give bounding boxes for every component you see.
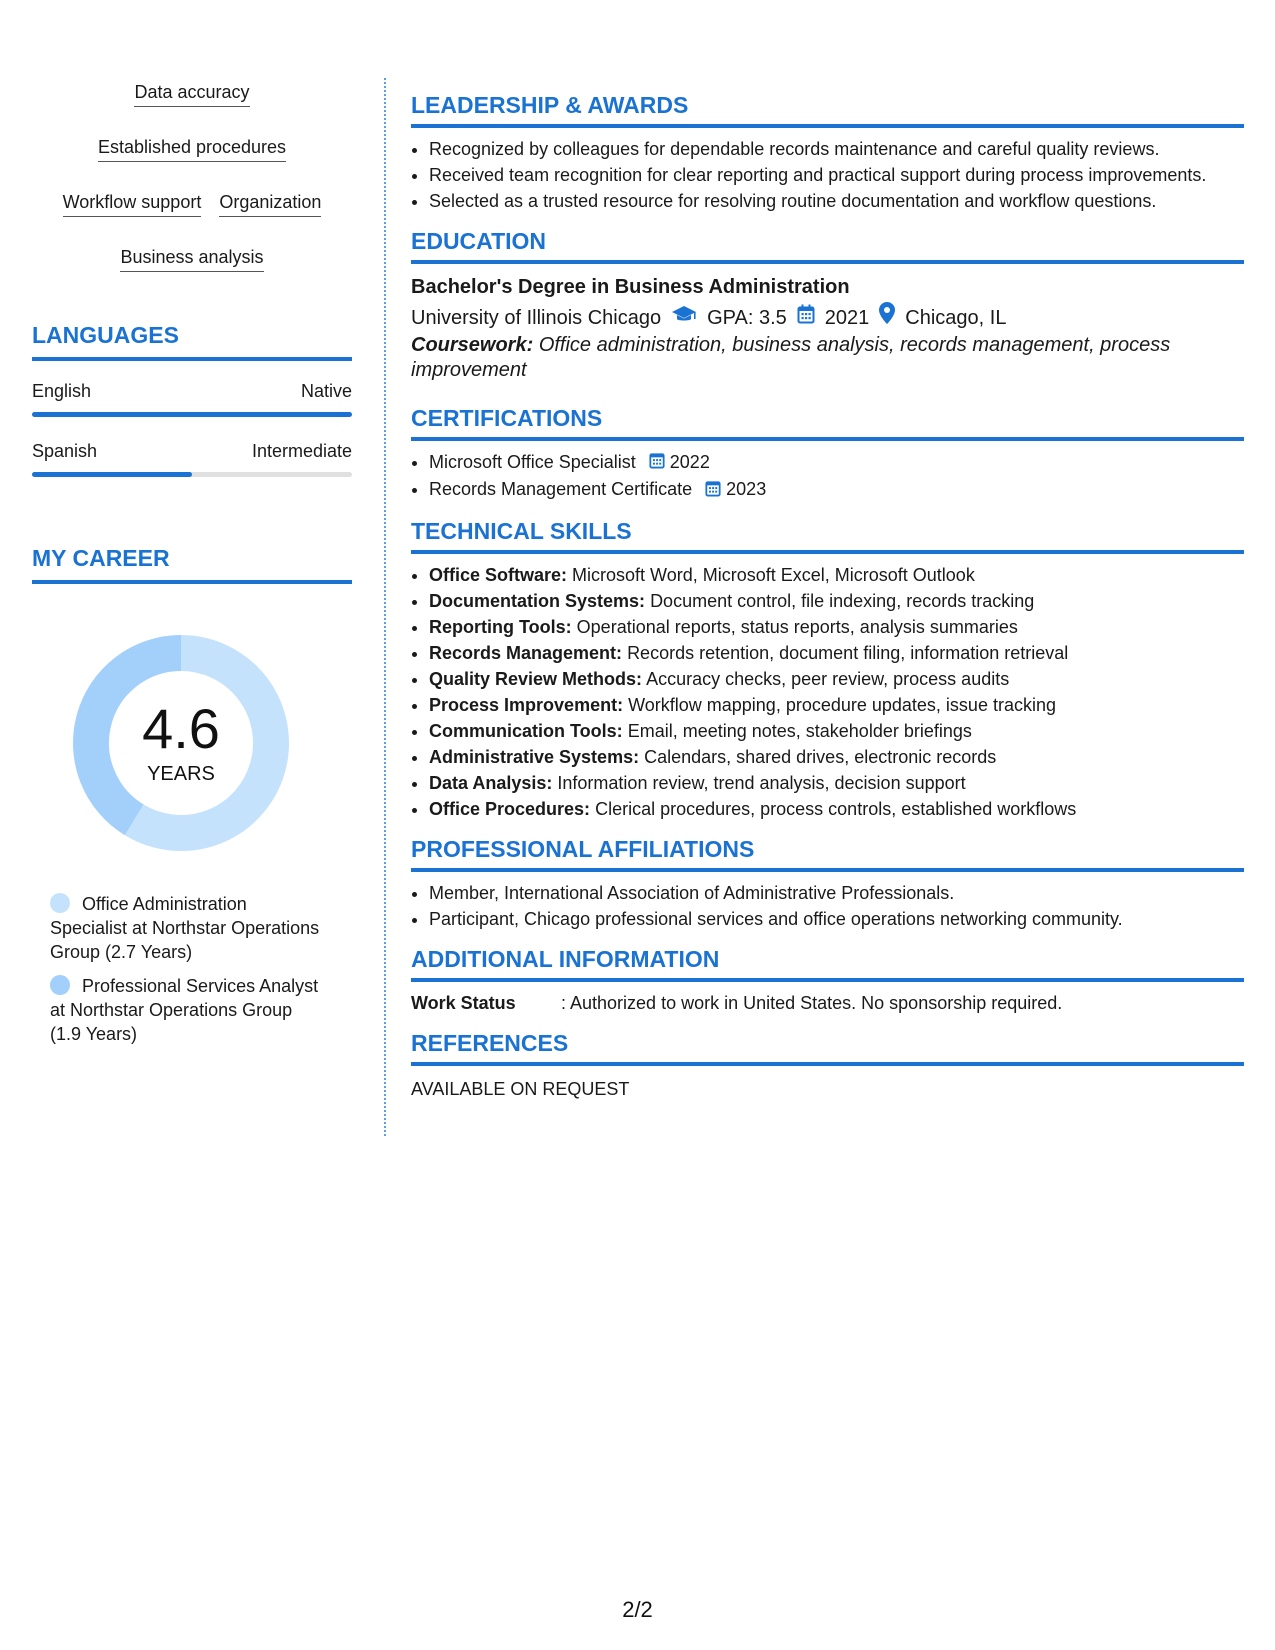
technical-skill-text: Accuracy checks, peer review, process audits	[646, 668, 1010, 689]
legend-dot	[50, 975, 70, 995]
work-status-value: : Authorized to work in United States. No sponsorship required.	[561, 992, 1063, 1013]
education-location: Chicago, IL	[905, 306, 1007, 329]
skill-tag: Organization	[219, 190, 321, 217]
technical-skill-text: Calendars, shared drives, electronic records	[644, 746, 997, 767]
technical-skills-list	[411, 562, 1244, 822]
technical-skills-section	[411, 518, 1244, 822]
language-bar	[32, 472, 352, 477]
technical-skill-text: Microsoft Word, Microsoft Excel, Microsoft Outlook	[572, 564, 975, 585]
list-item	[429, 476, 1244, 503]
technical-skill-item	[429, 588, 1244, 614]
list-item: • Recognized by colleagues for dependable records maintenance and careful quality reviews.	[429, 136, 1244, 162]
school-name: University of Illinois Chicago	[411, 306, 662, 329]
section-title: PROFESSIONAL AFFILIATIONS	[411, 836, 1244, 872]
references-text: AVAILABLE ON REQUEST	[411, 1078, 630, 1099]
technical-skill-text: Operational reports, status reports, analysis summaries	[576, 616, 1018, 637]
career-title: MY CAREER	[32, 545, 352, 584]
certification-name: Microsoft Office Specialist	[429, 452, 636, 472]
degree: Bachelor's Degree in Business Administration	[411, 276, 850, 298]
section-title: EDUCATION	[411, 228, 1244, 264]
certifications-section	[411, 405, 1244, 504]
list-item: • Selected as a trusted resource for resolving routine documentation and workflow questions.	[429, 188, 1244, 214]
languages-section	[32, 322, 352, 477]
career-legend-label: Professional Services Analyst at Northstar Operations Group (1.9 Years)	[50, 976, 319, 1044]
technical-skill-label: Office Procedures:	[429, 798, 591, 819]
technical-skill-label: Data Analysis:	[429, 772, 553, 793]
technical-skill-text: Workflow mapping, procedure updates, issue tracking	[628, 694, 1056, 715]
technical-skill-label: Documentation Systems:	[429, 590, 646, 611]
education-details	[411, 302, 1244, 333]
list-item: • Participant, Chicago professional services and office operations networking community.	[429, 906, 1244, 932]
technical-skill-label: Quality Review Methods:	[429, 668, 643, 689]
calendar-icon	[649, 450, 665, 476]
language-item	[32, 381, 352, 417]
technical-skill-label: Records Management:	[429, 642, 623, 663]
technical-skill-item	[429, 796, 1244, 822]
technical-skill-item	[429, 614, 1244, 640]
language-level: Native	[300, 381, 352, 401]
technical-skill-item	[429, 562, 1244, 588]
work-status-row	[411, 990, 1244, 1016]
career-total: 4.6	[142, 696, 220, 760]
career-unit: YEARS	[147, 762, 215, 785]
coursework-text: Office administration, business analysis, records management, process improvement	[411, 334, 1171, 381]
language-bar-fill	[32, 472, 192, 477]
certification-year: 2023	[726, 479, 767, 500]
skill-tag: Workflow support	[63, 190, 202, 217]
career-legend-item	[50, 892, 320, 964]
section-title: REFERENCES	[411, 1030, 1244, 1066]
language-bar	[32, 412, 352, 417]
graduation-year: 2021	[824, 306, 870, 329]
technical-skill-text: Records retention, document filing, information retrieval	[627, 642, 1069, 663]
right-column	[411, 92, 1244, 1116]
technical-skill-text: Clerical procedures, process controls, established workflows	[595, 798, 1077, 819]
legend-dot	[50, 893, 70, 913]
skill-tag: Data accuracy	[134, 80, 249, 107]
language-bar-fill	[32, 412, 352, 417]
leadership-section	[411, 92, 1244, 214]
languages-title: LANGUAGES	[32, 322, 352, 361]
technical-skill-item	[429, 666, 1244, 692]
education-section	[411, 228, 1244, 383]
gpa: GPA: 3.5	[707, 306, 787, 329]
list-item	[429, 449, 1244, 476]
language-level: Intermediate	[251, 441, 352, 461]
references-section	[411, 1030, 1244, 1102]
technical-skill-label: Process Improvement:	[429, 694, 624, 715]
career-donut-chart	[66, 628, 296, 858]
coursework	[411, 333, 1244, 383]
career-legend-label: Office Administration Specialist at Northstar Operations Group (2.7 Years)	[50, 894, 320, 962]
additional-info-section	[411, 946, 1244, 1016]
section-title: CERTIFICATIONS	[411, 405, 1244, 441]
certification-year: 2022	[669, 452, 710, 472]
skill-tag: Established procedures	[98, 135, 286, 162]
skill-tag: Business analysis	[120, 245, 263, 272]
list-item: • Member, International Association of Administrative Professionals.	[429, 880, 1244, 906]
language-name: Spanish	[32, 441, 98, 461]
technical-skill-item	[429, 744, 1244, 770]
language-name: English	[32, 381, 92, 401]
technical-skill-text: Email, meeting notes, stakeholder briefings	[627, 720, 972, 741]
career-legend	[32, 892, 352, 1046]
list-item: • Received team recognition for clear reporting and practical support during process improvements.	[429, 162, 1244, 188]
technical-skill-item	[429, 640, 1244, 666]
technical-skill-text: Information review, trend analysis, decision support	[557, 772, 966, 793]
technical-skill-label: Reporting Tools:	[429, 616, 572, 637]
section-title: LEADERSHIP & AWARDS	[411, 92, 1244, 128]
work-status-label: Work Status	[411, 992, 516, 1013]
technical-skill-text: Document control, file indexing, records tracking	[650, 590, 1035, 611]
section-title: TECHNICAL SKILLS	[411, 518, 1244, 554]
column-divider	[384, 78, 386, 1136]
technical-skill-item	[429, 692, 1244, 718]
language-item	[32, 441, 352, 477]
technical-skill-label: Administrative Systems:	[429, 746, 640, 767]
affiliations-section	[411, 836, 1244, 932]
technical-skill-label: Communication Tools:	[429, 720, 623, 741]
career-legend-item	[50, 974, 320, 1046]
technical-skill-label: Office Software:	[429, 564, 568, 585]
technical-skill-item	[429, 718, 1244, 744]
career-section	[32, 545, 352, 1046]
technical-skill-item	[429, 770, 1244, 796]
coursework-label: Coursework:	[411, 334, 534, 356]
certification-name: Records Management Certificate	[429, 479, 693, 500]
location-pin-icon	[879, 302, 895, 333]
section-title: ADDITIONAL INFORMATION	[411, 946, 1244, 982]
calendar-icon	[797, 303, 815, 333]
graduation-cap-icon	[671, 303, 697, 333]
page-number: 2/2	[622, 1597, 653, 1622]
left-column	[32, 80, 352, 1056]
skill-tags	[32, 80, 352, 272]
calendar-icon	[705, 478, 721, 504]
